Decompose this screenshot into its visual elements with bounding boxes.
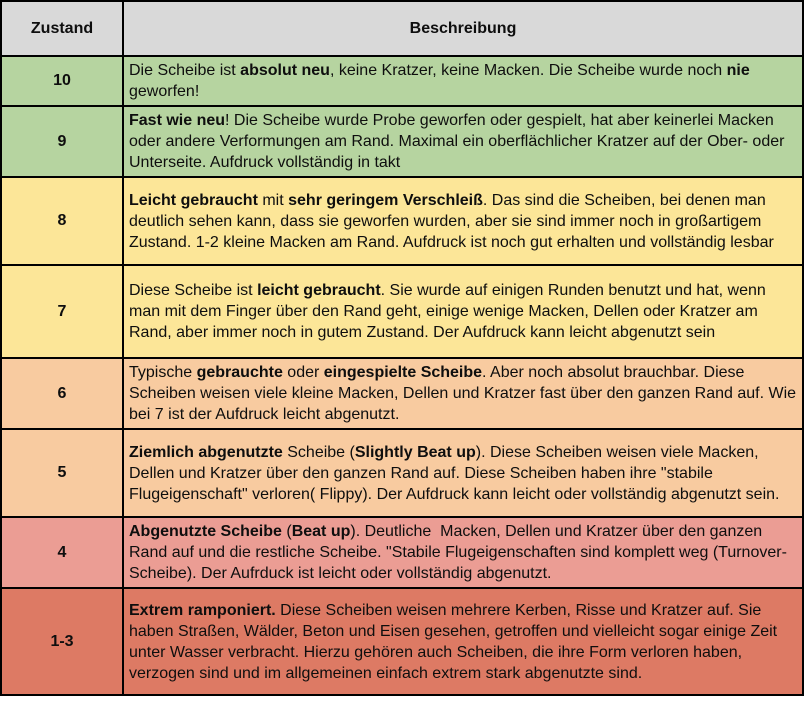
condition-header: Zustand — [1, 1, 123, 56]
header-row — [1, 1, 803, 56]
description-cell: Extrem ramponiert. Diese Scheiben weisen mehrere Kerben, Risse und Kratzer auf. Sie haben Straßen, Wälder, Beton und Eisen gesehen, getroffen und vielleicht sogar einige Zeit unter Wasser verbracht. Hierzu gehören auch Scheiben, die ihre Form verloren haben, verzogen sind und im allgemeinen einfach extrem stark abgenutzte sind. — [123, 588, 803, 695]
description-cell: Die Scheibe ist absolut neu, keine Kratzer, keine Macken. Die Scheibe wurde noch nie geworfen! — [123, 56, 803, 106]
description-cell: Typische gebrauchte oder eingespielte Scheibe. Aber noch absolut brauchbar. Diese Scheiben weisen viele kleine Macken, Dellen und Kratzer fast über den ganzen Rand auf. Wie bei 7 ist der Aufdruck leicht abgenutzt. — [123, 358, 803, 429]
table-row — [1, 56, 803, 106]
table-row — [1, 358, 803, 429]
table-row — [1, 177, 803, 265]
condition-cell: 8 — [1, 177, 123, 265]
table-body — [1, 56, 803, 695]
condition-cell: 5 — [1, 429, 123, 517]
condition-cell: 1-3 — [1, 588, 123, 695]
description-cell: Abgenutzte Scheibe (Beat up). Deutliche Macken, Dellen und Kratzer über den ganzen Rand auf und die restliche Scheibe. "Stabile Flugeigenschaften sind komplett weg (Turnover-Scheibe). Der Aufrduck ist leicht oder vollständig abgenutzt. — [123, 517, 803, 588]
condition-cell: 6 — [1, 358, 123, 429]
condition-cell: 4 — [1, 517, 123, 588]
table-header — [1, 1, 803, 56]
table-row — [1, 588, 803, 695]
table-row — [1, 429, 803, 517]
condition-cell: 7 — [1, 265, 123, 358]
description-cell: Ziemlich abgenutzte Scheibe (Slightly Beat up). Diese Scheiben weisen viele Macken, Dellen und Kratzer über den ganzen Rand auf. Diese Scheiben haben ihre "stabile Flugeigenschaft" verloren( Flippy). Der Aufdruck kann leicht oder vollständig abgenutzt sein. — [123, 429, 803, 517]
table-row — [1, 106, 803, 177]
table-row — [1, 517, 803, 588]
table-row — [1, 265, 803, 358]
description-header: Beschreibung — [123, 1, 803, 56]
description-cell: Diese Scheibe ist leicht gebraucht. Sie wurde auf einigen Runden benutzt und hat, wenn man mit dem Finger über den Rand geht, einige wenige Macken, Dellen oder Kratzer am Rand, aber immer noch in gutem Zustand. Der Aufdruck kann leicht abgenutzt sein — [123, 265, 803, 358]
description-cell: Fast wie neu! Die Scheibe wurde Probe geworfen oder gespielt, hat aber keinerlei Macken oder andere Verformungen am Rand. Maximal ein oberflächlicher Kratzer auf der Ober- oder Unterseite. Aufdruck vollständig in takt — [123, 106, 803, 177]
condition-cell: 10 — [1, 56, 123, 106]
condition-cell: 9 — [1, 106, 123, 177]
description-cell: Leicht gebraucht mit sehr geringem Verschleiß. Das sind die Scheiben, bei denen man deutlich sehen kann, dass sie geworfen wurden, aber sie sind immer noch in großartigem Zustand. 1-2 kleine Macken am Rand. Aufdruck ist noch gut erhalten und vollständig lesbar — [123, 177, 803, 265]
